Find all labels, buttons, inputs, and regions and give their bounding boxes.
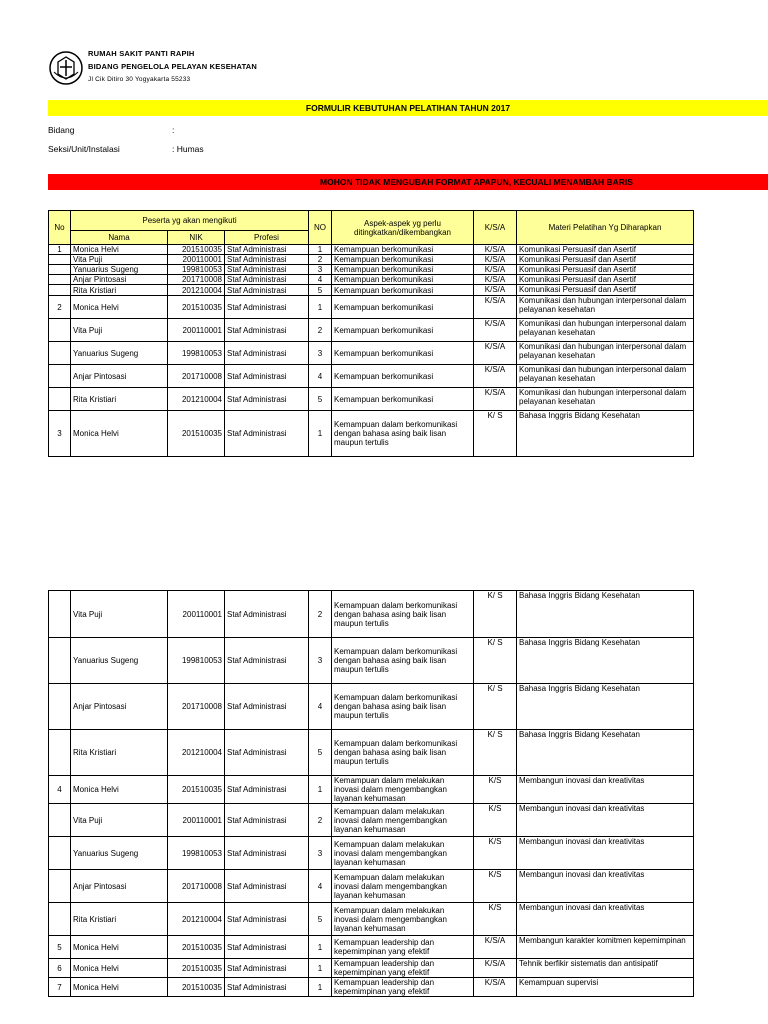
cell-no2: 1 xyxy=(309,936,332,959)
cell-nik: 201210004 xyxy=(168,388,225,411)
cell-nama: Yanuarius Sugeng xyxy=(71,837,168,870)
cell-nama: Rita Kristiari xyxy=(71,903,168,936)
cell-nik: 201210004 xyxy=(168,730,225,776)
cell-aspek: Kemampuan berkomunikasi xyxy=(332,255,474,265)
cell-aspek: Kemampuan dalam melakukan inovasi dalam mengembangkan layanan kehumasan xyxy=(332,870,474,903)
table-row xyxy=(49,837,694,870)
cell-ksa: K/S/A xyxy=(474,365,517,388)
cell-materi: Bahasa Inggris Bidang Kesehatan xyxy=(517,591,694,638)
cell-nik: 201710008 xyxy=(168,870,225,903)
cell-aspek: Kemampuan berkomunikasi xyxy=(332,319,474,342)
cell-no2: 1 xyxy=(309,776,332,804)
cell-nama: Monica Helvi xyxy=(71,936,168,959)
cell-no2: 4 xyxy=(309,870,332,903)
header-materi: Materi Pelatihan Yg Diharapkan xyxy=(517,211,694,245)
header-no: No xyxy=(49,211,71,245)
cell-profesi: Staf Administrasi xyxy=(225,837,309,870)
cell-nik: 201710008 xyxy=(168,275,225,285)
cell-ksa: K/ S xyxy=(474,591,517,638)
cell-nik: 201210004 xyxy=(168,285,225,296)
cell-nama: Yanuarius Sugeng xyxy=(71,265,168,275)
cell-no2: 1 xyxy=(309,245,332,255)
table-row xyxy=(49,870,694,903)
table-row xyxy=(49,365,694,388)
cell-profesi: Staf Administrasi xyxy=(225,776,309,804)
cell-no: 4 xyxy=(49,776,71,804)
cell-nik: 201710008 xyxy=(168,684,225,730)
cell-aspek: Kemampuan dalam melakukan inovasi dalam mengembangkan layanan kehumasan xyxy=(332,903,474,936)
cell-materi: Komunikasi Persuasif dan Asertif xyxy=(517,255,694,265)
cell-no2: 5 xyxy=(309,730,332,776)
bidang-value: : xyxy=(172,125,175,135)
cell-no: 5 xyxy=(49,936,71,959)
cell-nama: Monica Helvi xyxy=(71,776,168,804)
warning-text: MOHON TIDAK MENGUBAH FORMAT APAPUN, KECUALI MENAMBAH BARIS xyxy=(320,177,633,187)
cell-ksa: K/S xyxy=(474,870,517,903)
cell-materi: Komunikasi dan hubungan interpersonal dalam pelayanan kesehatan xyxy=(517,342,694,365)
cell-ksa: K/S/A xyxy=(474,959,517,978)
cell-profesi: Staf Administrasi xyxy=(225,388,309,411)
cell-aspek: Kemampuan berkomunikasi xyxy=(332,388,474,411)
table-row xyxy=(49,388,694,411)
cell-profesi: Staf Administrasi xyxy=(225,411,309,457)
cell-profesi: Staf Administrasi xyxy=(225,684,309,730)
cell-nik: 200110001 xyxy=(168,319,225,342)
bidang-label: Bidang xyxy=(48,125,75,135)
cell-nama: Yanuarius Sugeng xyxy=(71,638,168,684)
cell-no2: 5 xyxy=(309,903,332,936)
cell-aspek: Kemampuan dalam berkomunikasi dengan bahasa asing baik lisan maupun tertulis xyxy=(332,638,474,684)
cell-no: 3 xyxy=(49,411,71,457)
cell-materi: Komunikasi Persuasif dan Asertif xyxy=(517,245,694,255)
cell-ksa: K/ S xyxy=(474,638,517,684)
cell-nik: 201210004 xyxy=(168,903,225,936)
cell-profesi: Staf Administrasi xyxy=(225,265,309,275)
cell-profesi: Staf Administrasi xyxy=(225,285,309,296)
cell-nik: 200110001 xyxy=(168,255,225,265)
cell-ksa: K/S/A xyxy=(474,265,517,275)
cell-profesi: Staf Administrasi xyxy=(225,730,309,776)
cell-nik: 201510035 xyxy=(168,776,225,804)
cell-profesi: Staf Administrasi xyxy=(225,342,309,365)
cell-nik: 201510035 xyxy=(168,296,225,319)
cell-nik: 201710008 xyxy=(168,365,225,388)
seksi-value: : Humas xyxy=(172,144,204,154)
hospital-logo-icon xyxy=(48,50,84,86)
cell-profesi: Staf Administrasi xyxy=(225,245,309,255)
cell-profesi: Staf Administrasi xyxy=(225,365,309,388)
cell-ksa: K/ S xyxy=(474,730,517,776)
cell-materi: Membangun inovasi dan kreativitas xyxy=(517,903,694,936)
cell-profesi: Staf Administrasi xyxy=(225,978,309,997)
cell-materi: Komunikasi dan hubungan interpersonal dalam pelayanan kesehatan xyxy=(517,319,694,342)
table-row xyxy=(49,730,694,776)
cell-materi: Bahasa Inggris Bidang Kesehatan xyxy=(517,684,694,730)
cell-aspek: Kemampuan dalam melakukan inovasi dalam mengembangkan layanan kehumasan xyxy=(332,837,474,870)
cell-profesi: Staf Administrasi xyxy=(225,936,309,959)
cell-no2: 4 xyxy=(309,275,332,285)
table-row xyxy=(49,245,694,255)
cell-materi: Komunikasi Persuasif dan Asertif xyxy=(517,265,694,275)
table-row xyxy=(49,319,694,342)
cell-ksa: K/S xyxy=(474,776,517,804)
org-division: BIDANG PENGELOLA PELAYAN KESEHATAN xyxy=(88,62,258,71)
cell-nama: Anjar Pintosasi xyxy=(71,684,168,730)
cell-no2: 2 xyxy=(309,804,332,837)
cell-materi: Membangun inovasi dan kreativitas xyxy=(517,870,694,903)
cell-nama: Vita Puji xyxy=(71,804,168,837)
cell-nama: Monica Helvi xyxy=(71,411,168,457)
cell-no2: 1 xyxy=(309,411,332,457)
cell-materi: Membangun inovasi dan kreativitas xyxy=(517,837,694,870)
cell-no2: 4 xyxy=(309,684,332,730)
cell-no xyxy=(49,365,71,388)
cell-ksa: K/S xyxy=(474,837,517,870)
cell-ksa: K/S/A xyxy=(474,296,517,319)
cell-nama: Monica Helvi xyxy=(71,978,168,997)
cell-aspek: Kemampuan leadership dan kepemimpinan yang efektif xyxy=(332,959,474,978)
table-row xyxy=(49,411,694,457)
table-row xyxy=(49,978,694,997)
seksi-label: Seksi/Unit/Instalasi xyxy=(48,144,120,154)
cell-no2: 1 xyxy=(309,978,332,997)
org-name: RUMAH SAKIT PANTI RAPIH xyxy=(88,49,195,58)
cell-no2: 3 xyxy=(309,342,332,365)
cell-nama: Rita Kristiari xyxy=(71,285,168,296)
warning-banner xyxy=(48,174,768,190)
cell-materi: Membangun inovasi dan kreativitas xyxy=(517,804,694,837)
cell-profesi: Staf Administrasi xyxy=(225,591,309,638)
cell-aspek: Kemampuan leadership dan kepemimpinan yang efektif xyxy=(332,936,474,959)
cell-no2: 2 xyxy=(309,591,332,638)
cell-aspek: Kemampuan dalam berkomunikasi dengan bahasa asing baik lisan maupun tertulis xyxy=(332,411,474,457)
cell-no2: 3 xyxy=(309,265,332,275)
cell-ksa: K/S/A xyxy=(474,936,517,959)
cell-aspek: Kemampuan dalam melakukan inovasi dalam mengembangkan layanan kehumasan xyxy=(332,776,474,804)
table-row xyxy=(49,776,694,804)
cell-aspek: Kemampuan dalam berkomunikasi dengan bahasa asing baik lisan maupun tertulis xyxy=(332,591,474,638)
cell-nik: 200110001 xyxy=(168,591,225,638)
cell-materi: Kemampuan supervisi xyxy=(517,978,694,997)
cell-aspek: Kemampuan dalam berkomunikasi dengan bahasa asing baik lisan maupun tertulis xyxy=(332,730,474,776)
cell-profesi: Staf Administrasi xyxy=(225,255,309,265)
table-header-row xyxy=(49,211,694,231)
cell-no xyxy=(49,265,71,275)
cell-no2: 1 xyxy=(309,296,332,319)
table-row xyxy=(49,342,694,365)
cell-nama: Vita Puji xyxy=(71,319,168,342)
cell-no: 2 xyxy=(49,296,71,319)
cell-no xyxy=(49,903,71,936)
cell-no xyxy=(49,870,71,903)
table-row xyxy=(49,903,694,936)
header-ksa: K/S/A xyxy=(474,211,517,245)
cell-materi: Komunikasi dan hubungan interpersonal dalam pelayanan kesehatan xyxy=(517,365,694,388)
training-table-top xyxy=(48,210,694,457)
cell-nik: 199810053 xyxy=(168,638,225,684)
table-row xyxy=(49,591,694,638)
table-row xyxy=(49,265,694,275)
cell-nama: Vita Puji xyxy=(71,591,168,638)
cell-ksa: K/S/A xyxy=(474,285,517,296)
cell-nik: 201510035 xyxy=(168,245,225,255)
table-row xyxy=(49,959,694,978)
cell-no2: 4 xyxy=(309,365,332,388)
cell-no xyxy=(49,730,71,776)
cell-nik: 201510035 xyxy=(168,978,225,997)
cell-ksa: K/S/A xyxy=(474,255,517,265)
cell-nik: 200110001 xyxy=(168,804,225,837)
cell-nik: 201510035 xyxy=(168,936,225,959)
cell-no2: 1 xyxy=(309,959,332,978)
cell-materi: Membangun karakter komitmen kepemimpinan xyxy=(517,936,694,959)
cell-materi: Komunikasi dan hubungan interpersonal dalam pelayanan kesehatan xyxy=(517,296,694,319)
cell-aspek: Kemampuan leadership dan kepemimpinan yang efektif xyxy=(332,978,474,997)
cell-materi: Tehnik berfikir sistematis dan antisipatif xyxy=(517,959,694,978)
table-row xyxy=(49,275,694,285)
table-row xyxy=(49,684,694,730)
form-title: FORMULIR KEBUTUHAN PELATIHAN TAHUN 2017 xyxy=(48,100,768,116)
cell-materi: Komunikasi Persuasif dan Asertif xyxy=(517,275,694,285)
cell-no: 6 xyxy=(49,959,71,978)
cell-nik: 199810053 xyxy=(168,265,225,275)
cell-profesi: Staf Administrasi xyxy=(225,903,309,936)
header-profesi: Profesi xyxy=(225,231,309,245)
cell-no xyxy=(49,275,71,285)
cell-no xyxy=(49,342,71,365)
cell-aspek: Kemampuan dalam berkomunikasi dengan bahasa asing baik lisan maupun tertulis xyxy=(332,684,474,730)
cell-no: 1 xyxy=(49,245,71,255)
cell-nama: Anjar Pintosasi xyxy=(71,275,168,285)
cell-ksa: K/ S xyxy=(474,411,517,457)
cell-no2: 3 xyxy=(309,837,332,870)
cell-nama: Rita Kristiari xyxy=(71,388,168,411)
cell-nik: 199810053 xyxy=(168,837,225,870)
cell-no2: 2 xyxy=(309,255,332,265)
header-peserta: Peserta yg akan mengikuti xyxy=(71,211,309,231)
cell-profesi: Staf Administrasi xyxy=(225,275,309,285)
cell-no2: 2 xyxy=(309,319,332,342)
cell-no xyxy=(49,684,71,730)
cell-nama: Yanuarius Sugeng xyxy=(71,342,168,365)
cell-aspek: Kemampuan berkomunikasi xyxy=(332,296,474,319)
cell-materi: Bahasa Inggris Bidang Kesehatan xyxy=(517,730,694,776)
cell-aspek: Kemampuan berkomunikasi xyxy=(332,245,474,255)
cell-no2: 5 xyxy=(309,285,332,296)
cell-nama: Monica Helvi xyxy=(71,296,168,319)
cell-nik: 201510035 xyxy=(168,411,225,457)
cell-aspek: Kemampuan berkomunikasi xyxy=(332,365,474,388)
cell-no2: 3 xyxy=(309,638,332,684)
header-nik: NIK xyxy=(168,231,225,245)
table-row xyxy=(49,296,694,319)
header-aspek: Aspek-aspek yg perlu ditingkatkan/dikembangkan xyxy=(332,211,474,245)
cell-profesi: Staf Administrasi xyxy=(225,959,309,978)
cell-profesi: Staf Administrasi xyxy=(225,296,309,319)
cell-materi: Komunikasi dan hubungan interpersonal dalam pelayanan kesehatan xyxy=(517,388,694,411)
cell-nama: Anjar Pintosasi xyxy=(71,365,168,388)
cell-profesi: Staf Administrasi xyxy=(225,638,309,684)
cell-nama: Vita Puji xyxy=(71,255,168,265)
cell-aspek: Kemampuan dalam melakukan inovasi dalam mengembangkan layanan kehumasan xyxy=(332,804,474,837)
cell-aspek: Kemampuan berkomunikasi xyxy=(332,342,474,365)
cell-materi: Bahasa Inggris Bidang Kesehatan xyxy=(517,411,694,457)
cell-ksa: K/S/A xyxy=(474,245,517,255)
cell-ksa: K/S/A xyxy=(474,388,517,411)
cell-ksa: K/S/A xyxy=(474,342,517,365)
cell-materi: Komunikasi Persuasif dan Asertif xyxy=(517,285,694,296)
cell-no xyxy=(49,591,71,638)
table-row xyxy=(49,255,694,265)
cell-nik: 201510035 xyxy=(168,959,225,978)
cell-ksa: K/S/A xyxy=(474,978,517,997)
cell-no2: 5 xyxy=(309,388,332,411)
cell-no xyxy=(49,388,71,411)
cell-materi: Membangun inovasi dan kreativitas xyxy=(517,776,694,804)
table-row xyxy=(49,638,694,684)
cell-ksa: K/S xyxy=(474,903,517,936)
org-address: Jl Cik Ditiro 30 Yogyakarta 55233 xyxy=(88,76,191,83)
cell-nama: Anjar Pintosasi xyxy=(71,870,168,903)
table-row xyxy=(49,804,694,837)
header-nama: Nama xyxy=(71,231,168,245)
cell-ksa: K/S xyxy=(474,804,517,837)
cell-ksa: K/S/A xyxy=(474,319,517,342)
table-row xyxy=(49,936,694,959)
cell-no xyxy=(49,837,71,870)
cell-nama: Rita Kristiari xyxy=(71,730,168,776)
cell-profesi: Staf Administrasi xyxy=(225,804,309,837)
cell-aspek: Kemampuan berkomunikasi xyxy=(332,285,474,296)
header-no2: NO xyxy=(309,211,332,245)
cell-no xyxy=(49,255,71,265)
cell-no: 7 xyxy=(49,978,71,997)
cell-aspek: Kemampuan berkomunikasi xyxy=(332,275,474,285)
cell-nama: Monica Helvi xyxy=(71,245,168,255)
cell-no xyxy=(49,638,71,684)
cell-no xyxy=(49,804,71,837)
table-row xyxy=(49,285,694,296)
cell-ksa: K/S/A xyxy=(474,275,517,285)
cell-nama: Monica Helvi xyxy=(71,959,168,978)
cell-nik: 199810053 xyxy=(168,342,225,365)
cell-aspek: Kemampuan berkomunikasi xyxy=(332,265,474,275)
training-table-bottom xyxy=(48,590,694,997)
cell-profesi: Staf Administrasi xyxy=(225,870,309,903)
cell-ksa: K/ S xyxy=(474,684,517,730)
cell-materi: Bahasa Inggris Bidang Kesehatan xyxy=(517,638,694,684)
cell-no xyxy=(49,285,71,296)
cell-profesi: Staf Administrasi xyxy=(225,319,309,342)
cell-no xyxy=(49,319,71,342)
